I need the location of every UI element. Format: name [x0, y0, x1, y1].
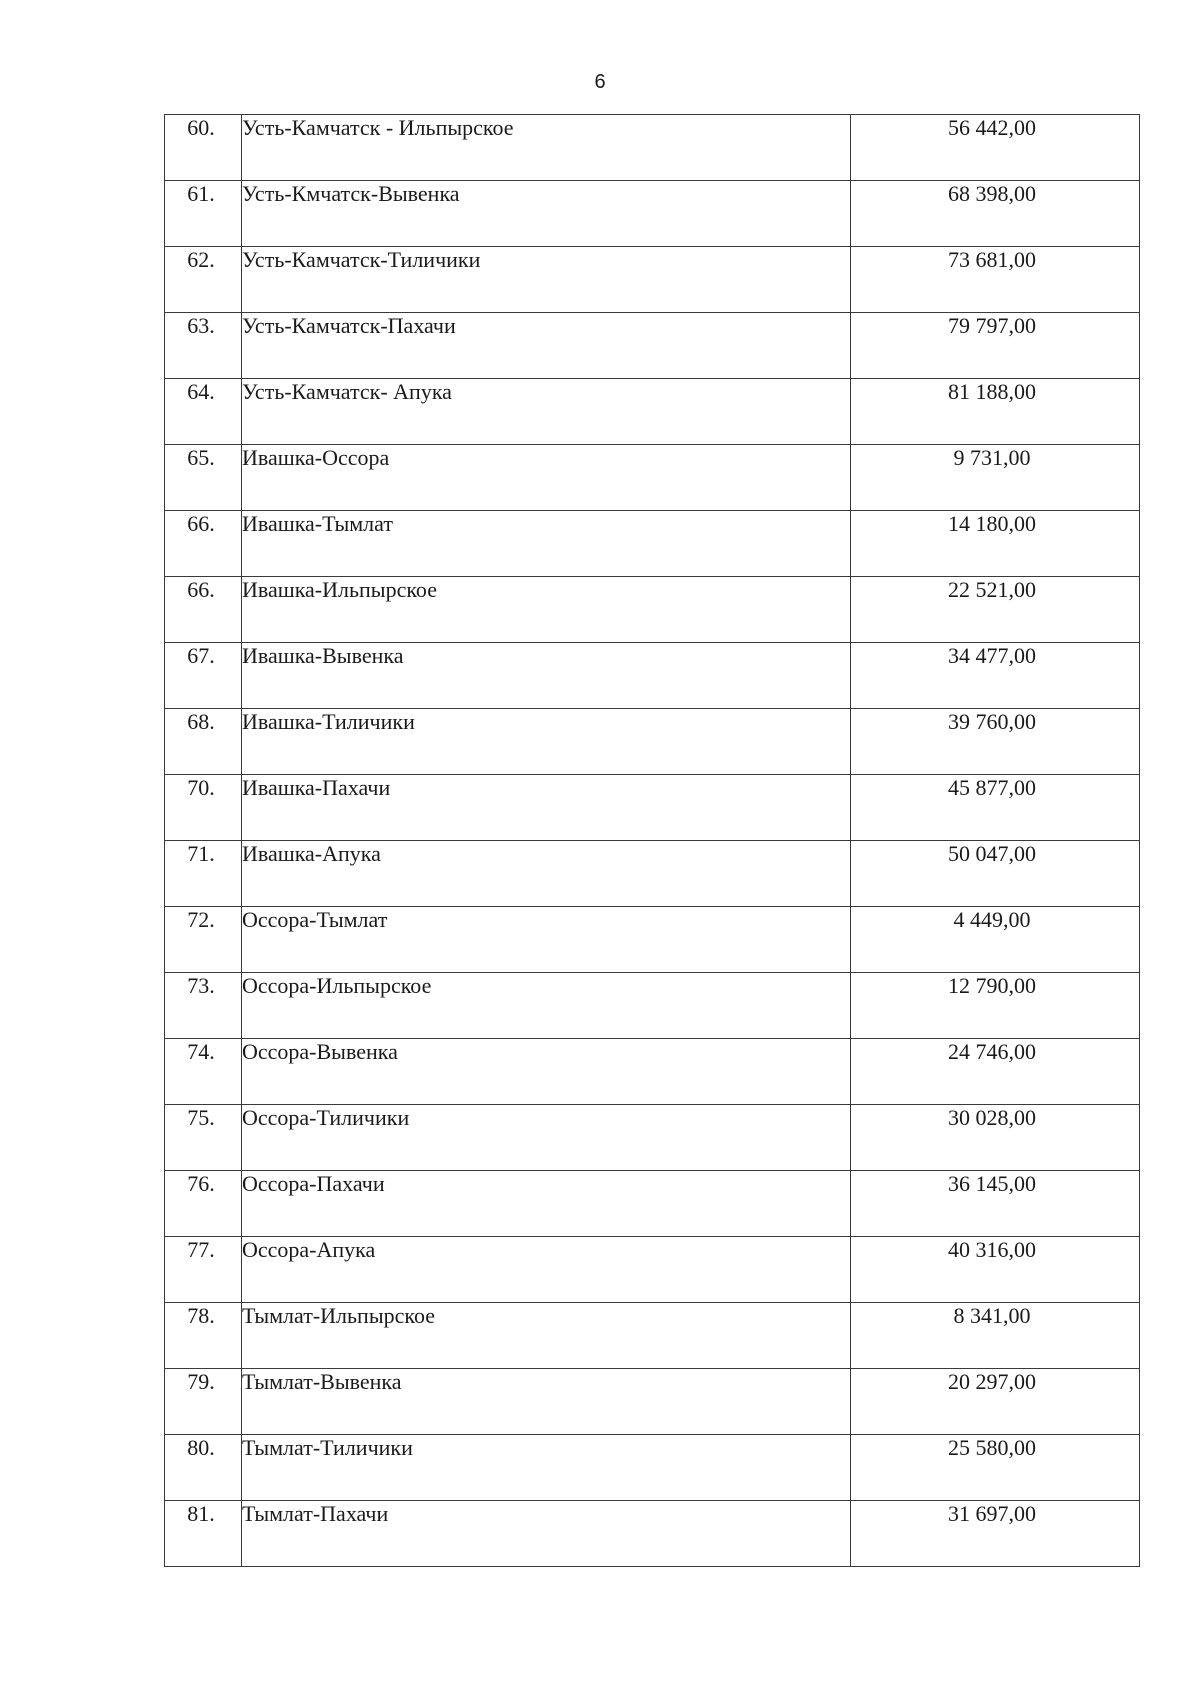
row-number: 72. [187, 907, 215, 932]
row-number: 79. [187, 1369, 215, 1394]
route-cost: 30 028,00 [948, 1105, 1036, 1130]
route-name: Усть-Кмчатск-Вывенка [242, 181, 851, 247]
row-number: 77. [187, 1237, 215, 1262]
route-name: Усть-Камчатск-Тиличики [242, 247, 851, 313]
route-cost-cell [851, 115, 1140, 181]
row-number: 70. [187, 775, 215, 800]
route-cost: 56 442,00 [948, 115, 1036, 140]
table-row [165, 379, 1140, 445]
route-name: Тымлат-Пахачи [242, 1501, 851, 1567]
route-cost: 81 188,00 [948, 379, 1036, 404]
row-number-cell [165, 313, 242, 379]
route-cost-cell [851, 313, 1140, 379]
row-number: 75. [187, 1105, 215, 1130]
row-number-cell [165, 1435, 242, 1501]
row-number-cell [165, 511, 242, 577]
table-row [165, 1039, 1140, 1105]
row-number-cell [165, 1105, 242, 1171]
route-cost: 68 398,00 [948, 181, 1036, 206]
table-row [165, 841, 1140, 907]
page-number: 6 [594, 71, 606, 93]
route-name: Оссора-Апука [242, 1237, 851, 1303]
row-number: 73. [187, 973, 215, 998]
route-cost: 22 521,00 [948, 577, 1036, 602]
row-number: 66. [187, 577, 215, 602]
table-row [165, 1105, 1140, 1171]
route-cost: 14 180,00 [948, 511, 1036, 536]
table-row [165, 247, 1140, 313]
route-name: Ивашка-Ильпырское [242, 577, 851, 643]
route-cost: 45 877,00 [948, 775, 1036, 800]
row-number: 67. [187, 643, 215, 668]
route-name: Тымлат-Тиличики [242, 1435, 851, 1501]
route-cost-cell [851, 511, 1140, 577]
row-number: 62. [187, 247, 215, 272]
route-name: Оссора-Тиличики [242, 1105, 851, 1171]
table-row [165, 1237, 1140, 1303]
row-number-cell [165, 1237, 242, 1303]
table-row [165, 1303, 1140, 1369]
route-cost-cell [851, 775, 1140, 841]
row-number-cell [165, 115, 242, 181]
route-cost-cell [851, 577, 1140, 643]
row-number-cell [165, 1303, 242, 1369]
route-cost: 50 047,00 [948, 841, 1036, 866]
row-number: 60. [187, 115, 215, 140]
table-row [165, 709, 1140, 775]
route-name: Ивашка-Пахачи [242, 775, 851, 841]
row-number: 65. [187, 445, 215, 470]
route-cost: 31 697,00 [948, 1501, 1036, 1526]
row-number: 64. [187, 379, 215, 404]
table-row [165, 313, 1140, 379]
route-name: Ивашка-Тиличики [242, 709, 851, 775]
table-row [165, 577, 1140, 643]
route-name: Ивашка-Тымлат [242, 511, 851, 577]
route-name: Оссора-Пахачи [242, 1171, 851, 1237]
route-cost-cell [851, 1237, 1140, 1303]
table-row [165, 1369, 1140, 1435]
table-row [165, 973, 1140, 1039]
route-cost-cell [851, 973, 1140, 1039]
route-cost-cell [851, 907, 1140, 973]
route-cost-cell [851, 181, 1140, 247]
route-name: Тымлат-Вывенка [242, 1369, 851, 1435]
table-row [165, 1435, 1140, 1501]
route-cost-cell [851, 247, 1140, 313]
route-cost: 12 790,00 [948, 973, 1036, 998]
row-number-cell [165, 379, 242, 445]
route-cost-cell [851, 1369, 1140, 1435]
row-number-cell [165, 1369, 242, 1435]
row-number-cell [165, 247, 242, 313]
table-row [165, 775, 1140, 841]
row-number-cell [165, 841, 242, 907]
row-number-cell [165, 445, 242, 511]
route-cost: 25 580,00 [948, 1435, 1036, 1460]
routes-table [164, 114, 1140, 1567]
row-number-cell [165, 709, 242, 775]
route-cost-cell [851, 643, 1140, 709]
table-row [165, 907, 1140, 973]
row-number: 66. [187, 511, 215, 536]
table-row [165, 1171, 1140, 1237]
route-name: Оссора-Ильпырское [242, 973, 851, 1039]
route-cost-cell [851, 1171, 1140, 1237]
route-name: Ивашка-Апука [242, 841, 851, 907]
row-number: 71. [187, 841, 215, 866]
row-number-cell [165, 1039, 242, 1105]
table-row [165, 511, 1140, 577]
route-cost: 34 477,00 [948, 643, 1036, 668]
route-cost-cell [851, 841, 1140, 907]
route-cost: 36 145,00 [948, 1171, 1036, 1196]
table-row [165, 445, 1140, 511]
route-cost: 73 681,00 [948, 247, 1036, 272]
table-row [165, 1501, 1140, 1567]
row-number: 81. [187, 1501, 215, 1526]
row-number-cell [165, 973, 242, 1039]
row-number: 76. [187, 1171, 215, 1196]
route-cost: 40 316,00 [948, 1237, 1036, 1262]
route-cost-cell [851, 1303, 1140, 1369]
route-name: Усть-Камчатск-Пахачи [242, 313, 851, 379]
route-name: Тымлат-Ильпырское [242, 1303, 851, 1369]
row-number-cell [165, 775, 242, 841]
route-name: Усть-Камчатск- Апука [242, 379, 851, 445]
row-number: 61. [187, 181, 215, 206]
route-name: Ивашка-Оссора [242, 445, 851, 511]
table-row [165, 643, 1140, 709]
route-cost: 24 746,00 [948, 1039, 1036, 1064]
route-name: Оссора-Тымлат [242, 907, 851, 973]
route-name: Ивашка-Вывенка [242, 643, 851, 709]
row-number-cell [165, 907, 242, 973]
row-number-cell [165, 1171, 242, 1237]
route-name: Усть-Камчатск - Ильпырское [242, 115, 851, 181]
table-row [165, 115, 1140, 181]
route-cost-cell [851, 1039, 1140, 1105]
route-cost-cell [851, 1435, 1140, 1501]
row-number: 80. [187, 1435, 215, 1460]
row-number: 74. [187, 1039, 215, 1064]
row-number-cell [165, 577, 242, 643]
row-number-cell [165, 181, 242, 247]
routes-table-body [165, 115, 1140, 1567]
route-cost: 20 297,00 [948, 1369, 1036, 1394]
route-cost-cell [851, 445, 1140, 511]
row-number: 63. [187, 313, 215, 338]
row-number: 78. [187, 1303, 215, 1328]
route-cost-cell [851, 1105, 1140, 1171]
row-number: 68. [187, 709, 215, 734]
row-number-cell [165, 1501, 242, 1567]
route-cost-cell [851, 1501, 1140, 1567]
route-cost: 9 731,00 [953, 445, 1031, 470]
route-cost: 79 797,00 [948, 313, 1036, 338]
route-name: Оссора-Вывенка [242, 1039, 851, 1105]
route-cost: 39 760,00 [948, 709, 1036, 734]
route-cost: 4 449,00 [953, 907, 1031, 932]
table-row [165, 181, 1140, 247]
route-cost-cell [851, 709, 1140, 775]
row-number-cell [165, 643, 242, 709]
route-cost: 8 341,00 [953, 1303, 1031, 1328]
route-cost-cell [851, 379, 1140, 445]
